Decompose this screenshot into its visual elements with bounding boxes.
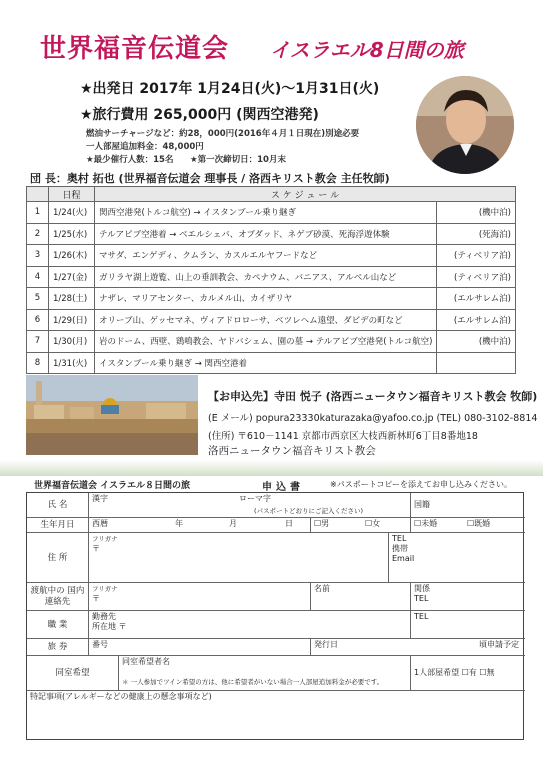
schedule-stay: (エルサレム泊) [437, 288, 516, 310]
schedule-date: 1/29(日) [49, 309, 95, 331]
email-label: Email [392, 554, 415, 563]
contact-heading: 【お申込先】寺田 悦子 (洛西ニュータウン福音キリスト教会 牧師) [208, 390, 538, 403]
schedule-no: 5 [27, 288, 49, 310]
schedule-desc: 岩のドーム、西壁、鶏鳴教会、ヤドバシェム、園の墓 → テルアビブ空港発(トルコ航空) [95, 331, 437, 353]
title-main: 世界福音伝道会 [40, 34, 230, 64]
unmarried-checkbox[interactable]: ☐未婚 [414, 519, 438, 528]
schedule-no: 3 [27, 245, 49, 267]
roommate-name-label: 同室希望者名 [122, 657, 170, 666]
schedule-desc: テルアビブ空港着 → ベエルシェバ、オブダッド、ネゲブ砂漠、死海浮遊体験 [95, 223, 437, 245]
romaji-label: ローマ字 [239, 494, 271, 503]
passport-note: (パスポートどおりにご記入ください) [254, 507, 364, 515]
schedule-row [27, 266, 516, 288]
month-label: 月 [229, 519, 237, 528]
schedule-row [27, 223, 516, 245]
contact-church: 洛西ニュータウン福音キリスト教会 [208, 445, 376, 457]
jerusalem-photo [26, 375, 198, 455]
schedule-header-plan: ス ケ ジ ュ ー ル [95, 187, 516, 202]
work-tel-label: TEL [414, 612, 429, 621]
birth-label: 生年月日 [27, 518, 89, 533]
schedule-stay [437, 352, 516, 374]
roommate-field[interactable] [119, 656, 411, 691]
leader-portrait-image [416, 76, 514, 174]
schedule-header-date: 日程 [49, 187, 95, 202]
surcharge-note: 燃油サーチャージなど：約28，000円(2016年４月１日現在)別途必要 [86, 129, 360, 139]
schedule-stay: (機中泊) [437, 202, 516, 224]
schedule-row [27, 331, 516, 353]
form-header [0, 478, 543, 492]
workplace-label: 勤務先 [92, 612, 116, 621]
schedule-stay: (死海泊) [437, 223, 516, 245]
roommate-note: ＊ 一人参加でツイン希望の方は、他に希望者がいない場合一人部屋追加料金が必要です。 [122, 678, 384, 686]
address-postal: 〒 [92, 544, 100, 553]
schedule-desc: ガリラヤ湖上遊覧、山上の垂訓教会、カペナウム、バニアス、アルベル山など [95, 266, 437, 288]
schedule-no: 7 [27, 331, 49, 353]
relation-tel-label: TEL [414, 594, 429, 603]
departure-date: ★出発日 2017年 1月24日(火)～1月31日(火) [80, 81, 380, 97]
female-checkbox[interactable]: ☐女 [365, 519, 381, 528]
domestic-name-field[interactable] [311, 583, 411, 611]
schedule-date: 1/26(木) [49, 245, 95, 267]
day-label: 日 [285, 519, 293, 528]
passport-issue-field[interactable] [311, 639, 525, 656]
title-sub: イスラエル8日間の旅 [270, 38, 464, 62]
single-room-field[interactable] [411, 656, 525, 691]
jerusalem-image [26, 375, 198, 455]
mobile-label: 携帯 [392, 544, 408, 553]
schedule-date: 1/27(金) [49, 266, 95, 288]
domestic-postal: 〒 [92, 594, 100, 603]
single-room-fee: 一人部屋追加料金：48,000円 [86, 142, 204, 152]
divider-band [0, 460, 543, 476]
schedule-row [27, 288, 516, 310]
deadline: ★第一次締切日：10月末 [190, 155, 286, 165]
special-notes-field[interactable] [27, 691, 525, 739]
form-note: ※パスポートコピーを添えてお申し込みください。 [330, 480, 513, 489]
domestic-address-field[interactable] [89, 583, 311, 611]
schedule-table [26, 186, 516, 374]
schedule-date: 1/24(火) [49, 202, 95, 224]
schedule-row [27, 245, 516, 267]
schedule-no: 6 [27, 309, 49, 331]
nationality-label: 国籍 [414, 500, 430, 509]
job-label: 職 業 [27, 611, 89, 639]
contact-address: (住所) 〒610－1141 京都市西京区大枝西新林町6丁目8番地18 [208, 431, 478, 442]
relation-label: 関係 [414, 584, 430, 593]
min-participants: ★最少催行人数：15名 [86, 155, 174, 165]
schedule-row [27, 202, 516, 224]
name-field[interactable] [89, 493, 411, 518]
job-field[interactable] [89, 611, 411, 639]
schedule-desc: イスタンブール乗り継ぎ → 関西空港着 [95, 352, 437, 374]
schedule-row [27, 309, 516, 331]
domestic-furigana: フリガナ [92, 585, 118, 593]
schedule-date: 1/28(土) [49, 288, 95, 310]
form-application-label: 申込書 [262, 482, 304, 493]
application-form [26, 492, 524, 740]
passport-label: 旅 券 [27, 639, 89, 656]
passport-number-field[interactable] [89, 639, 311, 656]
form-title: 世界福音伝道会 イスラエル８日間の旅 [34, 481, 191, 491]
group-leader: 団 長：奥村 拓也 (世界福音伝道会 理事長 / 洛西キリスト教会 主任牧師) [30, 172, 390, 185]
male-checkbox[interactable]: ☐男 [314, 519, 330, 528]
year-label: 年 [175, 519, 183, 528]
work-tel-field[interactable] [411, 611, 525, 639]
schedule-stay: (ティベリア泊) [437, 266, 516, 288]
schedule-stay: (機中泊) [437, 331, 516, 353]
expiry-label: 頃申請予定 [479, 640, 519, 649]
schedule-stay: (ティベリア泊) [437, 245, 516, 267]
schedule-desc: マサダ、エンゲディ、クムラン、カスルエルヤフードなど [95, 245, 437, 267]
kanji-label: 漢字 [92, 494, 108, 503]
nationality-field[interactable] [411, 493, 525, 518]
contact-email-tel: (E メール) popura23330katurazaka@yafoo.co.jp (TEL) 080-3102-8814 [208, 413, 538, 424]
schedule-no: 2 [27, 223, 49, 245]
schedule-header-no [27, 187, 49, 202]
title-row [0, 28, 543, 64]
schedule-stay: (エルサレム泊) [437, 309, 516, 331]
issue-date-label: 発行日 [314, 640, 338, 649]
address-furigana: フリガナ [92, 535, 118, 543]
schedule-no: 1 [27, 202, 49, 224]
relation-field[interactable] [411, 583, 525, 611]
married-checkbox[interactable]: ☐既婚 [467, 519, 491, 528]
schedule-row [27, 352, 516, 374]
marital-field[interactable] [411, 518, 525, 533]
seireki-label: 西暦 [92, 519, 108, 528]
schedule-desc: 関西空港発(トルコ航空) → イスタンブール乗り継ぎ [95, 202, 437, 224]
schedule-desc: オリーブ山、ゲッセマネ、ヴィアドロローサ、ベツレヘム遠望、ダビデの町など [95, 309, 437, 331]
work-address-label: 所在地 〒 [92, 622, 127, 631]
passport-number-label: 番号 [92, 640, 108, 649]
address-field[interactable] [89, 533, 389, 583]
schedule-no: 8 [27, 352, 49, 374]
address-label: 住 所 [27, 533, 89, 583]
schedule-desc: ナザレ、マリアセンター、カルメル山、カイザリヤ [95, 288, 437, 310]
roommate-label: 同室希望 [27, 656, 119, 691]
schedule-date: 1/25(水) [49, 223, 95, 245]
birth-field[interactable] [89, 518, 311, 533]
leader-photo [416, 76, 514, 174]
schedule-header-row [27, 187, 516, 202]
tel-label: TEL [392, 534, 407, 543]
domestic-name-label: 名前 [314, 584, 330, 593]
schedule-date: 1/30(月) [49, 331, 95, 353]
schedule-no: 4 [27, 266, 49, 288]
special-notes-label: 特記事項(アレルギーなどの健康上の懸念事項など) [30, 692, 212, 701]
phone-field[interactable] [389, 533, 525, 583]
schedule-date: 1/31(火) [49, 352, 95, 374]
single-room-preference: 1人部屋希望 ☐有 ☐無 [414, 668, 495, 677]
domestic-contact-label: 渡航中の 国内連絡先 [27, 583, 89, 611]
gender-field[interactable] [311, 518, 411, 533]
name-label: 氏 名 [27, 493, 89, 518]
trip-cost: ★旅行費用 265,000円 (関西空港発) [80, 107, 319, 123]
